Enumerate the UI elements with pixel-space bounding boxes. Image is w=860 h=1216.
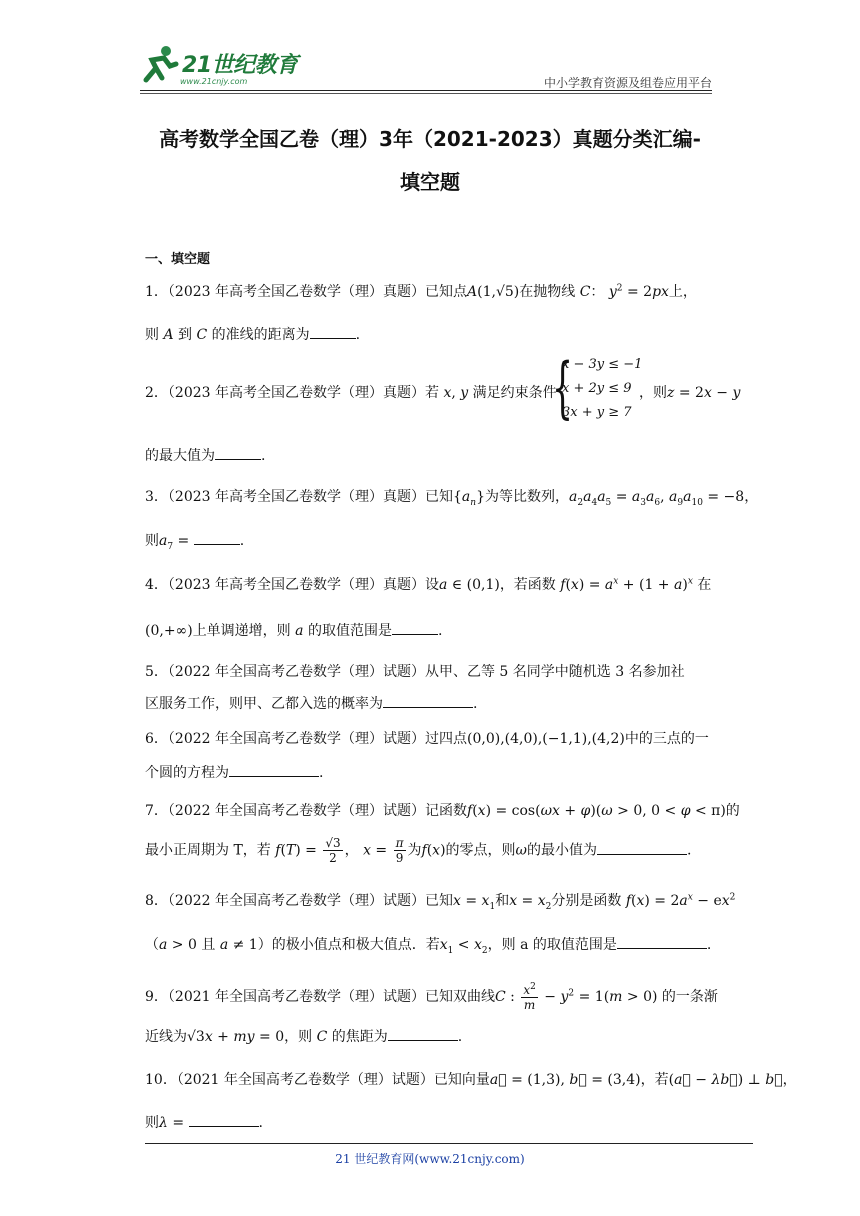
question-2-line2: 的最大值为 . [145,445,715,465]
question-7-line1: 7．（2022 年全国高考乙卷数学（理）试题）记函数f(x) = cos(ωx + φ)(ω > 0, 0 < φ < π)的 [145,803,740,819]
answer-blank[interactable] [383,693,473,708]
question-5-line1: 5．（2022 年全国高考乙卷数学（理）试题）从甲、乙等 5 名同学中随机选 3 名参加社 [145,664,685,680]
document-title-line2: 填空题 [400,170,460,194]
platform-name: 中小学教育资源及组卷应用平台 [543,76,712,90]
logo-text: 21世纪教育 [182,53,298,78]
answer-blank[interactable] [229,762,319,777]
footer-link[interactable]: 21 世纪教育网(www.21cnjy.com) [335,1152,525,1166]
logo-url: www.21cnjy.com [180,77,248,86]
question-5-line2: 区服务工作，则甲、乙都入选的概率为 . [145,693,715,713]
question-6-line2: 个圆的方程为 . [145,762,715,782]
constraint-system: { x − 3y ≤ −1 x + 2y ≤ 9 3x + y ≥ 7 [552,349,643,426]
header-divider-thin [140,93,712,94]
question-7-line2: 最小正周期为 T，若 f(T) = $\frac{√3}{2}$ ， x = $\frac{\pi}{9}$ 为f(x)的零点，则ω的最小值为 . [145,836,692,865]
document-title-line1: 高考数学全国乙卷（理）3年（2021-2023）真题分类汇编- [159,127,701,151]
question-1-line2: 则 A 到 C 的准线的距离为 . [145,324,715,344]
question-8-line1: 8．（2022 年全国高考乙卷数学（理）试题）已知$x = x_1$和$x = x_2$分别是函数 $f(x) = 2a^x - ex^2$ [145,892,736,912]
question-3-line2: 则$a_7$ = . [145,530,715,552]
question-4-line2: (0,+∞)上单调递增，则 a 的取值范围是 . [145,620,715,640]
logo [140,40,340,90]
question-9-line1: 9．（2021 年全国高考乙卷数学（理）试题）已知双曲线C : $\frac{x^2}{m}$ − $y^2 = 1(m > 0)$ 的一条渐 [145,982,718,1012]
question-9-line2: 近线为√3x + my = 0，则 C 的焦距为 . [145,1026,715,1046]
footer-divider [145,1143,753,1144]
question-2-line1: 2．（2023 年高考全国乙卷数学（理）真题）若 x, y 满足约束条件 [145,385,557,401]
question-1-line1: 1．（2023 年高考全国乙卷数学（理）真题）已知点A(1,√5)在抛物线 C： $y^2 = 2px$上， [145,283,697,300]
answer-blank[interactable] [189,1112,259,1127]
header-divider [140,90,712,91]
question-2-objective: ，则z = 2x − y [639,385,741,401]
question-8-line2: （a > 0 且 a ≠ 1）的极小值点和极大值点．若$x_1 < x_2$，则 a 的取值范围是 . [145,934,715,956]
question-3-line1: 3．（2023 年高考全国乙卷数学（理）真题）已知$\{a_n\}$为等比数列，$a_2a_4a_5 = a_3a_6$, $a_9a_{10} = -8$， [145,489,759,508]
answer-blank[interactable] [388,1026,458,1041]
answer-blank[interactable] [392,620,438,635]
answer-blank[interactable] [310,324,356,339]
question-10-line1: 10．（2021 年全国高考乙卷数学（理）试题）已知向量a⃗ = (1,3), b⃗ = (3,4)，若(a⃗ − λb⃗) ⊥ b⃗， [145,1072,797,1088]
question-10-line2: 则λ = . [145,1112,715,1132]
answer-blank[interactable] [215,445,261,460]
page-header [140,40,712,92]
runner-logo-icon [140,44,180,84]
question-6-line1: 6．（2022 年全国高考乙卷数学（理）试题）过四点(0,0),(4,0),(−1,1),(4,2)中的三点的一 [145,731,709,747]
section-heading: 一、填空题 [145,252,211,267]
answer-blank[interactable] [617,934,707,949]
answer-blank[interactable] [597,840,687,855]
question-4-line1: 4．（2023 年高考全国乙卷数学（理）真题）设a ∈ (0,1)，若函数 $f(x) = a^x + (1 + a)^x$ 在 [145,576,712,593]
answer-blank[interactable] [194,530,240,545]
